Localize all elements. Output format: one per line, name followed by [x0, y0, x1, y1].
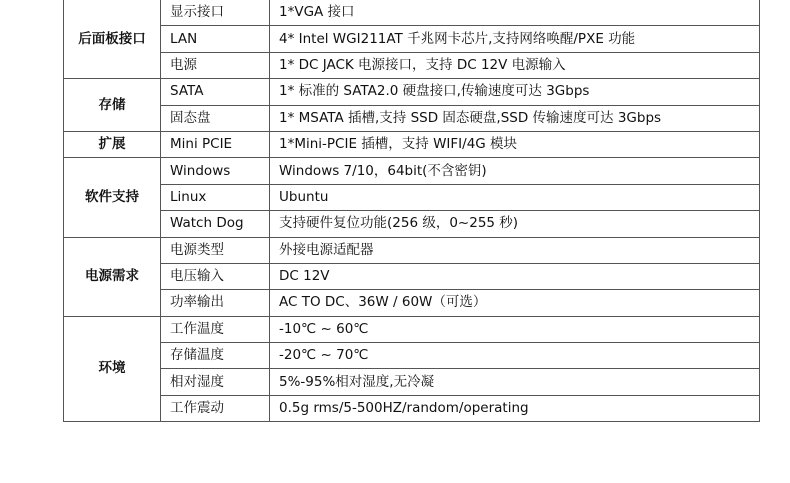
category-cell: 扩展 [64, 131, 161, 157]
table-row [64, 26, 760, 52]
table-row [64, 0, 760, 26]
table-row [64, 290, 760, 316]
item-cell: SATA [161, 79, 270, 105]
item-cell: 显示接口 [161, 0, 270, 26]
table-row [64, 316, 760, 342]
table-row [64, 105, 760, 131]
item-cell: 工作温度 [161, 316, 270, 342]
value-cell: 0.5g rms/5-500HZ/random/operating [270, 395, 760, 421]
table-row [64, 395, 760, 421]
item-cell: 工作震动 [161, 395, 270, 421]
item-cell: Linux [161, 184, 270, 210]
value-cell: 4* Intel WGI211AT 千兆网卡芯片,支持网络唤醒/PXE 功能 [270, 26, 760, 52]
table-row [64, 369, 760, 395]
category-cell: 电源需求 [64, 237, 161, 316]
value-cell: -20℃ ~ 70℃ [270, 343, 760, 369]
item-cell: 存储温度 [161, 343, 270, 369]
table-row [64, 79, 760, 105]
table-row [64, 237, 760, 263]
item-cell: 电源 [161, 52, 270, 78]
value-cell: Windows 7/10，64bit(不含密钥) [270, 158, 760, 184]
item-cell: 固态盘 [161, 105, 270, 131]
value-cell: 1*VGA 接口 [270, 0, 760, 26]
item-cell: Windows [161, 158, 270, 184]
item-cell: LAN [161, 26, 270, 52]
item-cell: Watch Dog [161, 211, 270, 237]
value-cell: -10℃ ~ 60℃ [270, 316, 760, 342]
value-cell: 外接电源适配器 [270, 237, 760, 263]
table-row [64, 131, 760, 157]
item-cell: 相对湿度 [161, 369, 270, 395]
table-row [64, 263, 760, 289]
value-cell: 1* MSATA 插槽,支持 SSD 固态硬盘,SSD 传输速度可达 3Gbps [270, 105, 760, 131]
item-cell: 电压输入 [161, 263, 270, 289]
value-cell: Ubuntu [270, 184, 760, 210]
table-row [64, 211, 760, 237]
value-cell: 5%-95%相对湿度,无冷凝 [270, 369, 760, 395]
value-cell: 1* 标准的 SATA2.0 硬盘接口,传输速度可达 3Gbps [270, 79, 760, 105]
value-cell: 1* DC JACK 电源接口，支持 DC 12V 电源输入 [270, 52, 760, 78]
value-cell: 支持硬件复位功能(256 级，0~255 秒) [270, 211, 760, 237]
value-cell: DC 12V [270, 263, 760, 289]
table-row [64, 52, 760, 78]
item-cell: Mini PCIE [161, 131, 270, 157]
item-cell: 电源类型 [161, 237, 270, 263]
category-cell: 软件支持 [64, 158, 161, 237]
category-cell: 存储 [64, 79, 161, 132]
value-cell: AC TO DC、36W / 60W（可选） [270, 290, 760, 316]
value-cell: 1*Mini-PCIE 插槽，支持 WIFI/4G 模块 [270, 131, 760, 157]
table-row [64, 343, 760, 369]
category-cell: 环境 [64, 316, 161, 422]
spec-table [63, 0, 760, 422]
category-cell: 后面板接口 [64, 0, 161, 79]
item-cell: 功率输出 [161, 290, 270, 316]
table-row [64, 158, 760, 184]
table-row [64, 184, 760, 210]
